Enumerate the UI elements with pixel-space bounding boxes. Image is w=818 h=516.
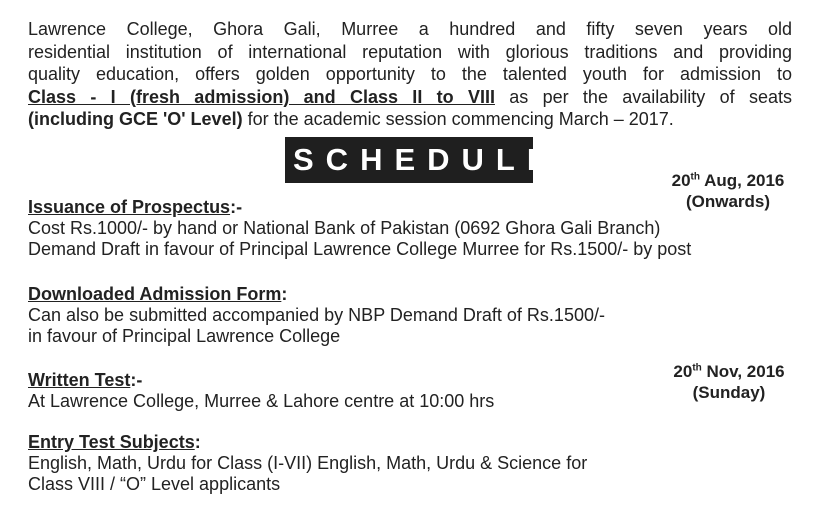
heading-suffix: :- (230, 197, 243, 217)
date-rest: Nov, 2016 (701, 362, 785, 381)
section-heading (28, 197, 668, 218)
schedule-banner: SCHEDULE (285, 137, 533, 183)
section-line: At Lawrence College, Murree & Lahore centre at 10:00 hrs (28, 391, 495, 411)
section-line: in favour of Principal Lawrence College (28, 326, 341, 346)
heading-text: Written Test (28, 370, 131, 390)
section-heading (28, 284, 668, 305)
date-day: 20 (671, 171, 691, 190)
section-line: Cost Rs.1000/- by hand or National Bank of Pakistan (0692 Ghora Gali Branch) (28, 218, 661, 238)
heading-text: Downloaded Admission Form (28, 284, 282, 304)
intro-paragraph (28, 18, 792, 131)
section-heading (28, 432, 668, 453)
section-line: Class VIII / “O” Level applicants (28, 474, 281, 494)
heading-suffix: : (281, 284, 288, 304)
date-note: (Sunday) (692, 383, 766, 402)
intro-text: as per the availability of seats (494, 86, 792, 107)
gce-highlight: (including GCE 'O' Level) (28, 109, 243, 129)
section-line: Demand Draft in favour of Principal Lawrence College Murree for Rs.1500/- by post (28, 239, 692, 259)
intro-line: quality education, offers golden opportunity to the talented youth for admission to (28, 64, 792, 84)
intro-text: for the academic session commencing March – 2017. (242, 109, 674, 129)
section-entry-test-subjects (28, 432, 668, 495)
intro-line (28, 108, 792, 131)
section-written-test (28, 370, 668, 412)
section-line: Can also be submitted accompanied by NBP Demand Draft of Rs.1500/- (28, 305, 605, 325)
date-note: (Onwards) (685, 192, 771, 211)
section-heading (28, 370, 668, 391)
heading-text: Entry Test Subjects (28, 432, 195, 452)
intro-line: Lawrence College, Ghora Gali, Murree a hundred and fifty seven years old (28, 19, 792, 39)
date-day: 20 (673, 362, 693, 381)
date-rest: Aug, 2016 (699, 171, 785, 190)
heading-suffix: :- (130, 370, 143, 390)
class-range-highlight: Class - I (fresh admission) and Class II to VIII (28, 86, 495, 107)
prospectus-date (653, 170, 803, 212)
section-admission-form (28, 284, 668, 347)
section-line: English, Math, Urdu for Class (I-VII) English, Math, Urdu & Science for (28, 453, 588, 473)
section-prospectus (28, 197, 692, 260)
intro-line: residential institution of international reputation with glorious traditions and providing (28, 41, 792, 62)
heading-text: Issuance of Prospectus (28, 197, 231, 217)
heading-suffix: : (194, 432, 201, 452)
intro-line (28, 86, 792, 109)
date-suffix: th (690, 171, 700, 183)
date-suffix: th (692, 362, 702, 374)
test-date (654, 361, 804, 403)
